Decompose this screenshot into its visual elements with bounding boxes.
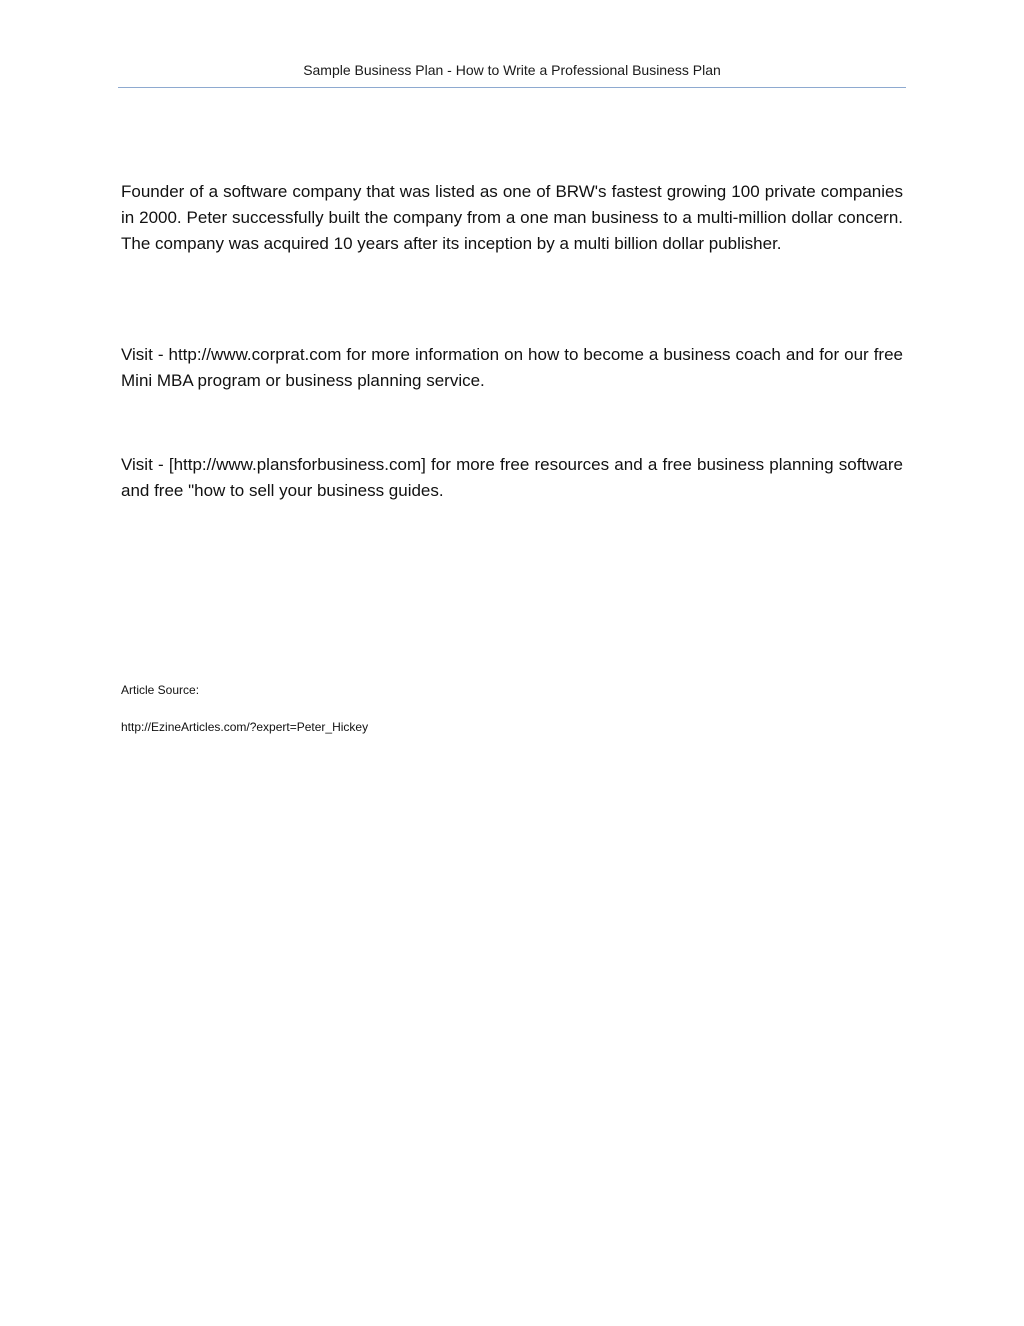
- page-header-title: Sample Business Plan - How to Write a Professional Business Plan: [303, 62, 721, 78]
- article-source-url[interactable]: http://EzineArticles.com/?expert=Peter_Hickey: [121, 720, 369, 734]
- header-divider: [118, 87, 906, 88]
- author-bio-paragraph: Founder of a software company that was listed as one of BRW's fastest growing 100 private companies in 2000. Peter successfully built the company from a one man business to a multi-million dollar concern. The company was acquired 10 years after its inception by a multi billion dollar publisher.: [121, 182, 903, 253]
- article-source-label: Article Source:: [121, 683, 200, 697]
- corprat-visit-paragraph: Visit - http://www.corprat.com for more information on how to become a business coach and for our free Mini MBA program or business planning service.: [121, 345, 903, 390]
- plansforbusiness-visit-paragraph: Visit - [http://www.plansforbusiness.com] for more free resources and a free business planning software and free "how to sell your business guides.: [121, 455, 903, 500]
